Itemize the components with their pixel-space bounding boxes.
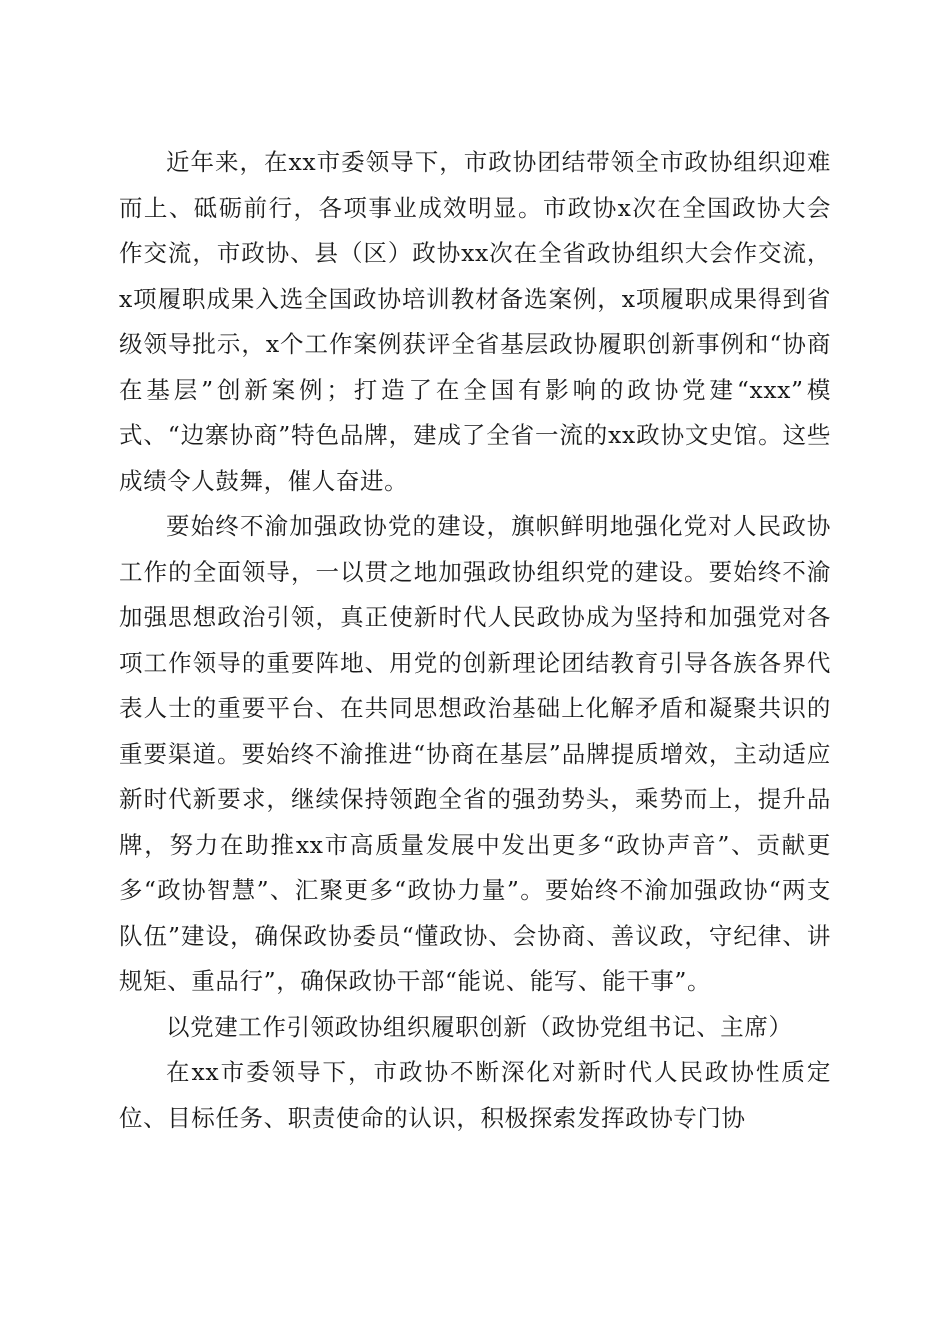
section-title: 以党建工作引领政协组织履职创新（政协党组书记、主席） [166, 1012, 793, 1041]
document-body [119, 140, 831, 1141]
paragraph-achievements: 近年来，在xx市委领导下，市政协团结带领全市政协组织迎难而上、砥砺前行，各项事业成效明显。市政协x次在全国政协大会作交流，市政协、县（区）政协xx次在全省政协组织大会作交流，x项履职成果入选全国政协培训教材备选案例，x项履职成果得到省级领导批示，x个工作案例获评全省基层政协履职创新事例和“协商在基层”创新案例；打造了在全国有影响的政协党建“xxx”模式、“边寨协商”特色品牌，建成了全省一流的xx政协文史馆。这些成绩令人鼓舞，催人奋进。 [119, 148, 831, 495]
paragraph-section-intro: 在xx市委领导下，市政协不断深化对新时代人民政协性质定位、目标任务、职责使命的认识，积极探索发挥政协专门协 [119, 1058, 831, 1132]
paragraph-requirements: 要始终不渝加强政协党的建设，旗帜鲜明地强化党对人民政协工作的全面领导，一以贯之地加强政协组织党的建设。要始终不渝加强思想政治引领，真正使新时代人民政协成为坚持和加强党对各项工作领导的重要阵地、用党的创新理论团结教育引导各族各界代表人士的重要平台、在共同思想政治基础上化解矛盾和凝聚共识的重要渠道。要始终不渝推进“协商在基层”品牌提质增效，主动适应新时代新要求，继续保持领跑全省的强劲势头，乘势而上，提升品牌，努力在助推xx市高质量发展中发出更多“政协声音”、贡献更多“政协智慧”、汇聚更多“政协力量”。要始终不渝加强政协“两支队伍”建设，确保政协委员“懂政协、会协商、善议政，守纪律、讲规矩、重品行”，确保政协干部“能说、能写、能干事”。 [119, 512, 831, 995]
